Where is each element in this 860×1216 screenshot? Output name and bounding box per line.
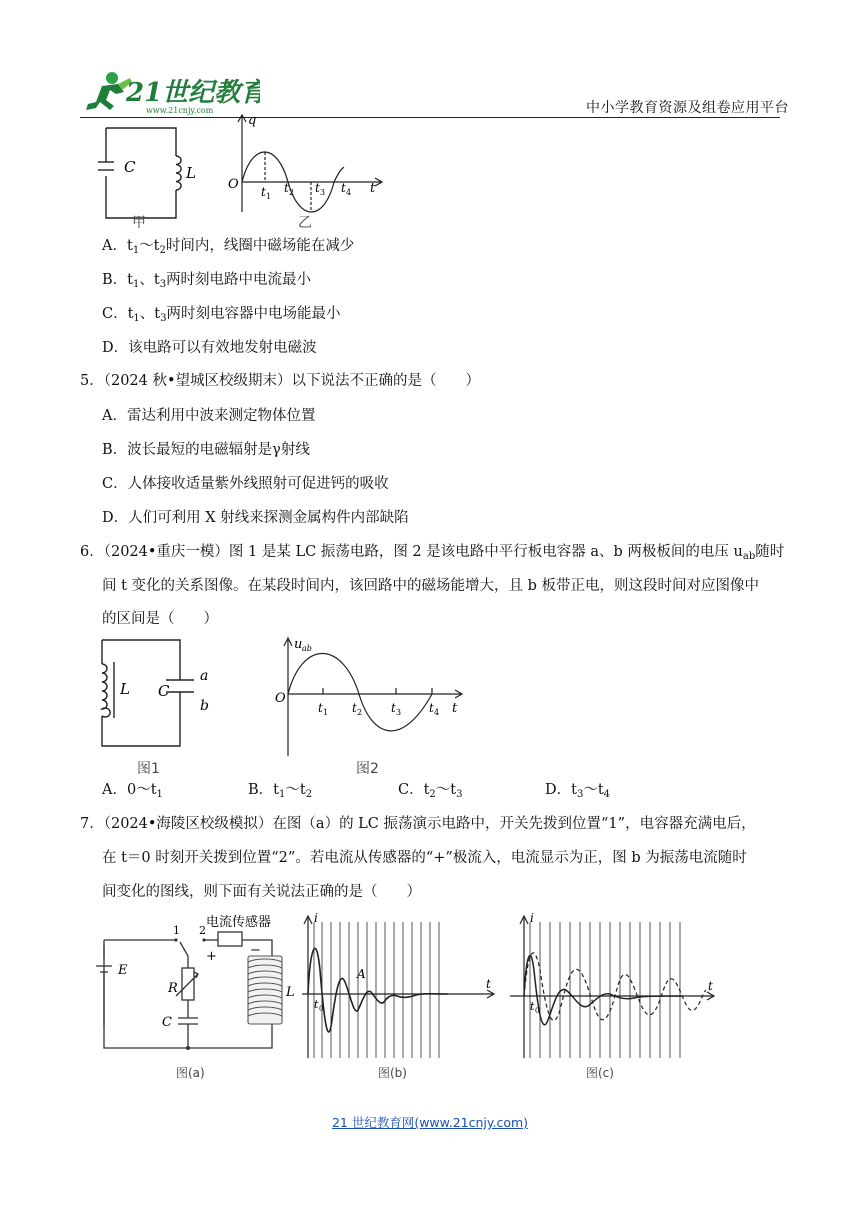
fig-a-sensor-label: 电流传感器 — [206, 915, 272, 930]
figure-c-damped-current — [506, 910, 720, 1062]
caption-jia: 甲 — [132, 215, 146, 231]
figure-jia-lc-circuit — [96, 122, 206, 230]
caption-fig2: 图2 — [356, 761, 379, 777]
fig2-tick-t3: t — [391, 701, 396, 715]
fig-b-point-A: A — [357, 967, 366, 981]
q6-option-d: D．$t_3\sim t_4$ — [545, 782, 611, 800]
fig-a-C: C — [162, 1015, 172, 1030]
q6-stem-line3: 的区间是（ ） — [102, 611, 218, 627]
tick-t4-sub: 4 — [346, 188, 352, 197]
fig2-axis-t: t — [452, 701, 458, 716]
figure-2-uab-t-graph — [272, 630, 472, 758]
fig1-label-b: b — [200, 698, 209, 714]
fig-c-axis-i: i — [530, 911, 534, 925]
fig-b-axis-t: t — [486, 977, 491, 991]
fig2-tick-t4-sub: 4 — [434, 708, 440, 717]
q6-option-a: A．$0\sim t_1$ — [102, 782, 163, 800]
logo-url: www.21cnjy.com — [146, 106, 214, 115]
footer-link[interactable]: 21 世纪教育网(www.21cnjy.com) — [331, 1115, 529, 1130]
logo-text: 21世纪教育 — [126, 78, 260, 108]
axis-q: q — [248, 113, 257, 128]
fig-a-pos1: 1 — [173, 924, 180, 937]
q4-option-d: D．该电路可以有效地发射电磁波 — [102, 340, 317, 356]
fig-a-E: E — [118, 963, 128, 978]
fig-c-t0: t — [530, 1000, 535, 1013]
platform-title: 中小学教育资源及组卷应用平台 — [586, 100, 789, 116]
tick-t1-sub: 1 — [266, 192, 272, 201]
label-C: C — [124, 158, 136, 176]
q4-option-b: B．$t_1$、$t_3$两时刻电路中电流最小 — [102, 272, 312, 290]
fig1-label-a: a — [200, 668, 209, 684]
tick-t2-sub: 2 — [289, 188, 295, 197]
q5-stem: 5．（2024 秋•望城区校级期末）以下说法不正确的是（ ） — [80, 373, 481, 389]
tick-t4: t — [341, 181, 346, 195]
q7-stem-line3: 间变化的图线，则下面有关说法正确的是（ ） — [102, 884, 421, 900]
fig2-tick-t1-sub: 1 — [323, 708, 329, 717]
axis-u: u — [294, 637, 303, 652]
fig-b-t0-sub: 0 — [319, 1005, 324, 1013]
q5-option-a: A．雷达利用中波来测定物体位置 — [102, 408, 316, 424]
site-logo — [80, 68, 260, 116]
fig2-tick-t3-sub: 3 — [396, 708, 402, 717]
fig2-origin-O: O — [275, 691, 286, 706]
figure-a-lc-demo-circuit — [96, 908, 296, 1058]
figure-yi-q-t-graph — [222, 112, 392, 220]
q5-option-c: C．人体接收适量紫外线照射可促进钙的吸收 — [102, 476, 389, 492]
origin-O: O — [228, 177, 239, 192]
fig2-tick-t2: t — [352, 701, 357, 715]
fig1-label-C: C — [158, 682, 170, 700]
caption-fig-b: 图(b) — [378, 1066, 407, 1080]
q6-option-c: C．$t_2\sim t_3$ — [398, 782, 463, 800]
fig-a-minus: − — [250, 943, 261, 958]
q7-stem-line1: 7．（2024•海陵区校级模拟）在图（a）的 LC 振荡演示电路中，开关先拨到位置“1”，电容器充满电后， — [80, 816, 756, 832]
q4-option-a: A．$t_1\sim t_2$时间内，线圈中磁场能在减少 — [102, 238, 355, 256]
q6-option-b: B．$t_1\sim t_2$ — [248, 782, 313, 800]
q7-stem-line2: 在 t＝0 时刻开关拨到位置“2”。若电流从传感器的“+”极流入，电流显示为正，图 b 为振荡电流随时 — [102, 850, 747, 866]
q4-option-c: C．$t_1$、$t_3$两时刻电容器中电场能最小 — [102, 306, 341, 324]
coil-icon — [248, 956, 282, 1024]
fig2-tick-t4: t — [429, 701, 434, 715]
fig1-label-L: L — [120, 680, 130, 698]
fig-a-L: L — [286, 985, 295, 1000]
figure-b-damped-current — [298, 910, 498, 1062]
figure-1-lc-circuit — [96, 634, 226, 754]
tick-t3-sub: 3 — [320, 188, 326, 197]
fig-a-R: R — [168, 981, 178, 996]
tick-t3: t — [315, 181, 320, 195]
header-divider — [80, 117, 780, 118]
q5-option-d: D．人们可利用 X 射线来探测金属构件内部缺陷 — [102, 510, 409, 526]
fig-a-pos2: 2 — [199, 924, 206, 937]
fig-c-t0-sub: 0 — [535, 1007, 540, 1015]
tick-t2: t — [284, 181, 289, 195]
q6-stem-line1: 6．（2024•重庆一模）图 1 是某 LC 振荡电路，图 2 是该电路中平行板电容器 a、b 两极板间的电压 $u_{ab}$随时 — [80, 544, 785, 562]
fig-a-plus: + — [206, 949, 217, 964]
caption-yi: 乙 — [298, 215, 312, 231]
label-L: L — [186, 164, 196, 182]
caption-fig-a: 图(a) — [176, 1066, 205, 1080]
axis-u-sub: ab — [302, 644, 312, 653]
q6-stem-line2: 间 t 变化的关系图像。在某段时间内，该回路中的磁场能增大，且 b 板带正电，则这段时间对应图像中 — [102, 578, 760, 594]
fig2-tick-t2-sub: 2 — [357, 708, 363, 717]
fig2-tick-t1: t — [318, 701, 323, 715]
tick-t1: t — [261, 185, 266, 199]
caption-fig-c: 图(c) — [586, 1066, 614, 1080]
fig-b-t0: t — [314, 998, 319, 1011]
axis-t: t — [370, 181, 376, 196]
fig-b-axis-i: i — [314, 911, 318, 925]
caption-fig1: 图1 — [137, 761, 160, 777]
q5-option-b: B．波长最短的电磁辐射是γ射线 — [102, 442, 310, 458]
fig-c-axis-t: t — [708, 979, 713, 993]
